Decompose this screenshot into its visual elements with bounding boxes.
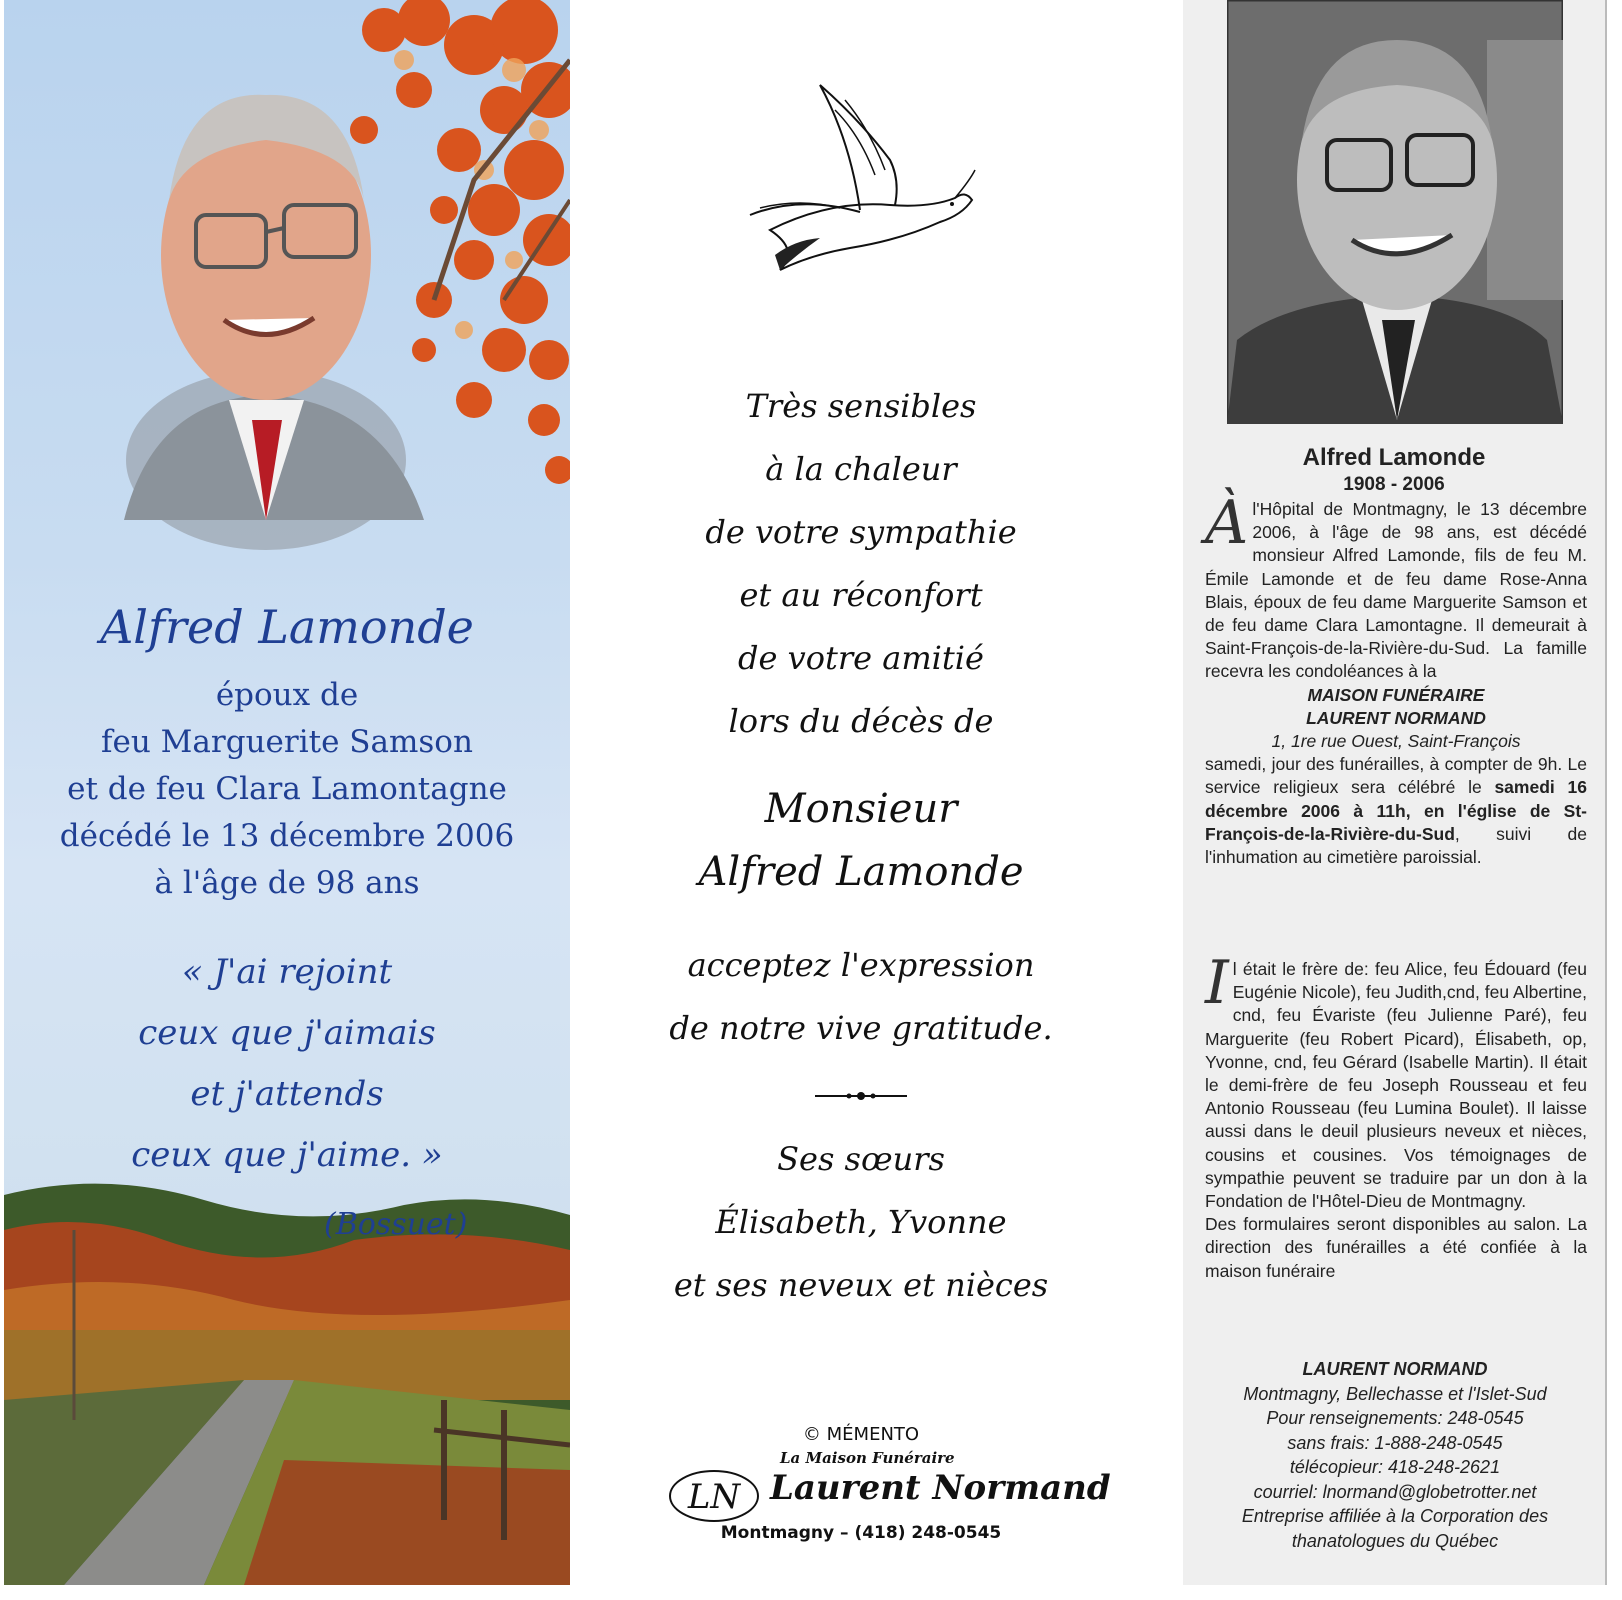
funeral-home-line: MAISON FUNÉRAIRE [1307,684,1485,705]
detail-line: feu Marguerite Samson [101,724,473,760]
quote-author: (Bossuet) [324,1207,468,1242]
gratitude-line: de notre vive gratitude. [669,1009,1053,1047]
family-line: Ses sœurs [777,1140,945,1178]
svg-text:LN: LN [687,1477,741,1517]
family-signature [570,1128,1152,1317]
footer-line: télécopieur: 418-248-2621 [1289,1457,1501,1477]
footer-line: Pour renseignements: 248-0545 [1266,1408,1524,1428]
detail-line: décédé le 13 décembre 2006 [59,818,515,854]
family-line: et ses neveux et nièces [673,1266,1049,1304]
quote-line: et j'attends [190,1074,384,1114]
obituary-photo [1227,0,1563,424]
obituary-name: Alfred Lamonde [1302,444,1486,471]
title-line: Alfred Lamonde [698,849,1024,895]
message-line: de votre sympathie [705,513,1017,551]
memorial-card-back [570,0,1152,1585]
paragraph-text: l était le frère de: feu Alice, feu Édouard (feu Eugénie Nicole), feu Judith,cnd, feu Albertine, cnd, feu Évariste (feu Julienne Paré), feu Marguerite (feu Robert Picard), Élisabeth, op, Yvonne, cnd, feu Gérard (Isabelle Martin). Il était le demi-frère de feu Joseph Rousseau et feu Antonio Rousseau (feu Lumina Boulet). Il laisse aussi dans le deuil plusieurs neveux et nièces, cousins et cousines. Vos témoignages de sympathie peuvent se traduire par un don à la Fondation de l'Hôtel-Dieu de Montmagny. [1205,959,1587,1212]
memorial-quote [4,942,570,1186]
thanks-message [570,375,1152,753]
service-details: samedi 16 décembre 2006 à 11h, en l'église de St-François-de-la-Rivière-du-Sud [1205,777,1587,844]
dove-icon [740,80,990,280]
message-line: à la chaleur [765,450,957,488]
funeral-home-line: LAURENT NORMAND [1306,707,1486,728]
funeral-home-address: 1, 1re rue Ouest, Saint-François [1271,731,1521,752]
drop-cap: I [1205,948,1229,1018]
quote-line: « J'ai rejoint [181,952,393,992]
footer-line: Entreprise affiliée à la Corporation des [1241,1506,1549,1526]
autumn-road-landscape [4,1184,570,1585]
obituary-footer [1195,1357,1595,1553]
paragraph-text: Des formulaires seront disponibles au salon. La direction des funérailles a été confiée à la maison funéraire [1205,1214,1587,1281]
message-line: lors du décès de [728,702,994,740]
detail-line: époux de [215,677,359,713]
deceased-name: Alfred Lamonde [100,600,474,654]
quote-line: ceux que j'aimais [138,1013,436,1053]
obituary-paragraph [1205,948,1587,1283]
detail-line: et de feu Clara Lamontagne [67,771,507,807]
funeral-home-label: La Maison Funéraire [780,1449,955,1467]
footer-line: thanatologues du Québec [1291,1530,1499,1551]
title-line: Monsieur [764,786,958,832]
newspaper-obituary [1183,0,1607,1585]
deceased-details [4,672,570,907]
footer-line: sans frais: 1-888-248-0545 [1287,1432,1503,1453]
funeral-home-name: Laurent Normand [770,1468,1111,1508]
funeral-home-phone: Montmagny – (418) 248-0545 [720,1523,1002,1543]
ln-logo-icon [664,1466,764,1526]
gratitude-line: acceptez l'expression [687,946,1035,984]
footer-company: LAURENT NORMAND [1302,1359,1488,1379]
footer-line: courriel: lnormand@globetrotter.net [1253,1481,1537,1502]
message-line: de votre amitié [738,639,984,677]
footer-line: Montmagny, Bellechasse et l'Islet-Sud [1243,1383,1547,1404]
drop-cap: À [1205,488,1249,558]
obituary-years: 1908 - 2006 [1343,474,1445,495]
detail-line: à l'âge de 98 ans [154,865,420,901]
paragraph-text: l'Hôpital de Montmagny, le 13 décembre 2006, à l'âge de 98 ans, est décédé monsieur Alfred Lamonde, fils de feu M. Émile Lamonde et de feu dame Rose-Anna Blais, époux de feu dame Marguerite Samson et de feu dame Clara Lamontagne. Il demeurait à Saint-François-de-la-Rivière-du-Sud. La famille recevra les condoléances à la [1205,499,1587,682]
family-line: Élisabeth, Yvonne [715,1203,1007,1241]
obituary-paragraph [1205,488,1587,869]
memorial-card-front [4,0,570,1585]
memento-copyright: © MÉMENTO [802,1424,920,1445]
quote-line: ceux que j'aime. » [131,1135,443,1175]
deceased-title [570,778,1152,904]
portrait-photo [124,95,424,550]
paragraph-text: , suivi de l'inhumation au cimetière paroissial. [1205,823,1587,868]
message-line: et au réconfort [739,576,983,614]
paragraph-text: samedi, jour des funérailles, à compter de 9h. Le service religieux sera célébré le [1205,754,1587,798]
message-line: Très sensibles [745,387,977,425]
gratitude-message [570,934,1152,1060]
ornament-divider-icon [813,1089,909,1103]
